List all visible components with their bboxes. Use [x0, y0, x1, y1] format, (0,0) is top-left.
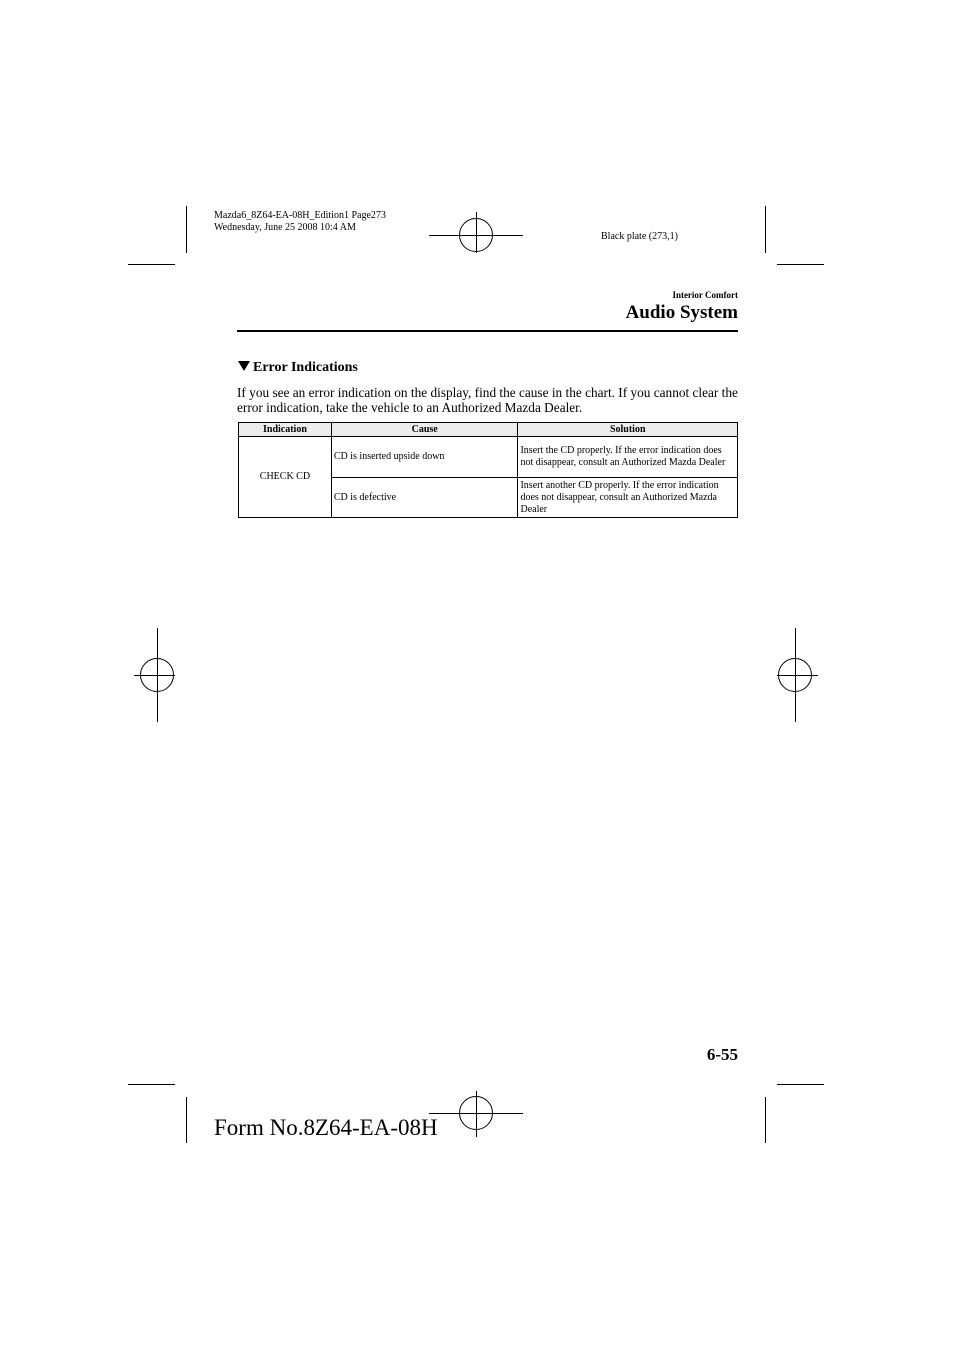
error-indication-table — [238, 422, 738, 518]
header-indication: Indication — [239, 423, 332, 437]
triangle-down-icon — [238, 361, 250, 371]
header-rule — [237, 330, 738, 332]
page-number: 6-55 — [706, 1045, 738, 1064]
form-number: Form No.8Z64-EA-08H — [214, 1115, 438, 1140]
cause-cell: CD is defective — [331, 478, 518, 518]
solution-cell: Insert the CD properly. If the error indication does not disappear, consult an Authorized Mazda Dealer — [518, 437, 738, 478]
page-title: Audio System — [625, 302, 738, 323]
header-cause: Cause — [331, 423, 518, 437]
table-header-row — [239, 423, 738, 437]
cause-cell: CD is inserted upside down — [331, 437, 518, 478]
subheading — [238, 360, 358, 376]
solution-cell: Insert another CD properly. If the error indication does not disappear, consult an Authorized Mazda Dealer — [518, 478, 738, 518]
indication-cell: CHECK CD — [239, 437, 332, 518]
header-solution: Solution — [518, 423, 738, 437]
table-row — [239, 437, 738, 478]
print-job-line-2: Wednesday, June 25 2008 10:4 AM — [214, 222, 356, 233]
plate-label: Black plate (273,1) — [601, 231, 678, 242]
intro-paragraph: If you see an error indication on the display, find the cause in the chart. If you cannot clear the error indication, take the vehicle to an Authorized Mazda Dealer. — [237, 385, 738, 415]
section-label: Interior Comfort — [672, 290, 738, 300]
subheading-text: Error Indications — [253, 360, 358, 375]
print-job-line-1: Mazda6_8Z64-EA-08H_Edition1 Page273 — [214, 210, 386, 221]
